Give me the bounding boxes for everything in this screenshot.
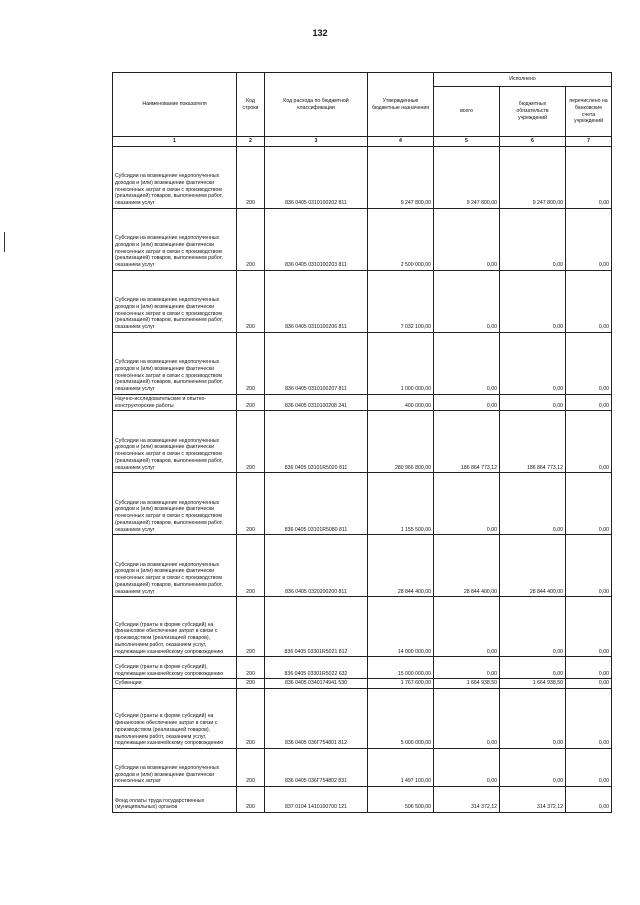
row-obligations: 0,00 xyxy=(500,473,566,535)
col-number: 5 xyxy=(434,137,500,147)
row-transferred: 0,00 xyxy=(566,146,612,208)
row-budget-code: 836 0405 036Г754801 812 xyxy=(265,689,368,749)
row-name: Субсидии на возмещение недополученных доходов и (или) возмещение фактически понесенных затрат xyxy=(113,749,237,787)
row-total: 0,00 xyxy=(434,270,500,332)
header-transferred: перечислено на банковские счета учреждений xyxy=(566,87,612,137)
row-line-code: 200 xyxy=(237,394,265,411)
table-row xyxy=(113,270,612,332)
row-obligations: 0,00 xyxy=(500,689,566,749)
row-name: Субсидии на возмещение недополученных доходов и (или) возмещение фактически понесенных затрат в связи с производством (реализацией) товаров, выполнением работ, оказанием услуг xyxy=(113,332,237,394)
row-name: Субсидии на возмещение недополученных доходов и (или) возмещение фактически понесенных затрат в связи с производством (реализацией) товаров, выполнением работ, оказанием услуг xyxy=(113,411,237,473)
row-total: 0,00 xyxy=(434,394,500,411)
row-budget-code: 836 0405 0310100208 241 xyxy=(265,394,368,411)
row-budget-code: 836 0405 03301R5022 632 xyxy=(265,657,368,679)
row-transferred: 0,00 xyxy=(566,787,612,813)
row-obligations: 9 247 800,00 xyxy=(500,146,566,208)
row-approved: 2 500 000,00 xyxy=(368,208,434,270)
row-obligations: 0,00 xyxy=(500,208,566,270)
row-obligations: 0,00 xyxy=(500,332,566,394)
row-line-code: 200 xyxy=(237,208,265,270)
col-number: 4 xyxy=(368,137,434,147)
row-budget-code: 836 0405 036Г754802 831 xyxy=(265,749,368,787)
row-transferred: 0,00 xyxy=(566,473,612,535)
header-line-code: Код строки xyxy=(237,73,265,137)
row-name: Субвенции xyxy=(113,679,237,689)
row-name: Субсидии (гранты в форме субсидий), подлежащие казначейскому сопровождению xyxy=(113,657,237,679)
row-line-code: 200 xyxy=(237,146,265,208)
row-obligations: 28 844 400,00 xyxy=(500,535,566,597)
row-transferred: 0,00 xyxy=(566,749,612,787)
row-line-code: 200 xyxy=(237,787,265,813)
table-row xyxy=(113,473,612,535)
row-budget-code: 837 0104 1410100700 121 xyxy=(265,787,368,813)
row-approved: 400 000,00 xyxy=(368,394,434,411)
header-total: всего xyxy=(434,87,500,137)
row-approved: 9 247 800,00 xyxy=(368,146,434,208)
row-budget-code: 836 0405 0310100202 811 xyxy=(265,146,368,208)
row-name: Субсидии на возмещение недополученных доходов и (или) возмещение фактически понесенных затрат в связи с производством (реализацией) товаров, выполнением работ, оказанием услуг xyxy=(113,270,237,332)
row-obligations: 0,00 xyxy=(500,394,566,411)
row-budget-code: 836 0405 0310100207 811 xyxy=(265,332,368,394)
table-row xyxy=(113,535,612,597)
row-transferred: 0,00 xyxy=(566,270,612,332)
header-budget-obligations: бюджетных обязательств учреждений xyxy=(500,87,566,137)
row-total: 0,00 xyxy=(434,332,500,394)
table-row xyxy=(113,411,612,473)
row-budget-code: 836 0405 03101R5080 811 xyxy=(265,473,368,535)
row-transferred: 0,00 xyxy=(566,411,612,473)
row-transferred: 0,00 xyxy=(566,208,612,270)
row-line-code: 200 xyxy=(237,689,265,749)
row-total: 0,00 xyxy=(434,749,500,787)
table-row xyxy=(113,749,612,787)
row-approved: 280 966 800,00 xyxy=(368,411,434,473)
row-name: Фонд оплаты труда государственных (муниципальных) органов xyxy=(113,787,237,813)
row-obligations: 1 664 938,50 xyxy=(500,679,566,689)
row-name: Субсидии на возмещение недополученных доходов и (или) возмещение фактически понесенных затрат в связи с производством (реализацией) товаров, выполнением работ, оказанием услуг xyxy=(113,535,237,597)
row-budget-code: 836 0405 0310100203 811 xyxy=(265,208,368,270)
table-row xyxy=(113,657,612,679)
row-line-code: 200 xyxy=(237,657,265,679)
row-transferred: 0,00 xyxy=(566,597,612,657)
row-total: 9 247 800,00 xyxy=(434,146,500,208)
row-total: 0,00 xyxy=(434,657,500,679)
row-obligations: 0,00 xyxy=(500,749,566,787)
row-total: 0,00 xyxy=(434,473,500,535)
row-approved: 1 497 100,00 xyxy=(368,749,434,787)
row-obligations: 0,00 xyxy=(500,270,566,332)
table-row xyxy=(113,146,612,208)
row-transferred: 0,00 xyxy=(566,679,612,689)
row-transferred: 0,00 xyxy=(566,657,612,679)
row-line-code: 200 xyxy=(237,473,265,535)
row-name: Субсидии на возмещение недополученных доходов и (или) возмещение фактически понесенных затрат в связи с производством (реализацией) товаров, выполнением работ, оказанием услуг xyxy=(113,146,237,208)
row-approved: 1 155 500,00 xyxy=(368,473,434,535)
row-total: 0,00 xyxy=(434,597,500,657)
row-line-code: 200 xyxy=(237,535,265,597)
row-transferred: 0,00 xyxy=(566,535,612,597)
row-approved: 7 032 100,00 xyxy=(368,270,434,332)
row-name: Субсидии (гранты в форме субсидий) на финансовое обеспечение затрат в связи с производством (реализацией товаров), выполнением работ, оказанием услуг, подлежащие казначейскому сопровождению xyxy=(113,689,237,749)
row-name: Субсидии на возмещение недополученных доходов и (или) возмещение фактически понесенных затрат в связи с производством (реализацией) товаров, выполнением работ, оказанием услуг xyxy=(113,208,237,270)
table-row xyxy=(113,332,612,394)
col-number: 2 xyxy=(237,137,265,147)
row-total: 0,00 xyxy=(434,689,500,749)
row-approved: 1 000 000,00 xyxy=(368,332,434,394)
row-obligations: 186 864 773,12 xyxy=(500,411,566,473)
row-line-code: 200 xyxy=(237,749,265,787)
row-transferred: 0,00 xyxy=(566,394,612,411)
row-total: 186 864 773,12 xyxy=(434,411,500,473)
row-obligations: 314 372,12 xyxy=(500,787,566,813)
table-row xyxy=(113,689,612,749)
row-obligations: 0,00 xyxy=(500,597,566,657)
col-number: 7 xyxy=(566,137,612,147)
row-approved: 14 000 000,00 xyxy=(368,597,434,657)
page-number: 132 xyxy=(312,28,328,38)
row-total: 314 372,12 xyxy=(434,787,500,813)
row-budget-code: 836 0405 0340174941 530 xyxy=(265,679,368,689)
header-budget-code: Код расхода по бюджетной классификации xyxy=(265,73,368,137)
row-name: Субсидии (гранты в форме субсидий) на финансовое обеспечение затрат в связи с производством (реализацией товаров), выполнением работ, оказанием услуг, подлежащие казначейскому сопровождению xyxy=(113,597,237,657)
row-budget-code: 836 0405 0310100206 811 xyxy=(265,270,368,332)
row-obligations: 0,00 xyxy=(500,657,566,679)
row-name: Субсидии на возмещение недополученных доходов и (или) возмещение фактически понесенных затрат в связи с производством (реализацией) товаров, выполнением работ, оказанием услуг xyxy=(113,473,237,535)
row-total: 0,00 xyxy=(434,208,500,270)
row-approved: 1 767 600,00 xyxy=(368,679,434,689)
col-number: 6 xyxy=(500,137,566,147)
row-budget-code: 836 0405 03101R5020 811 xyxy=(265,411,368,473)
row-transferred: 0,00 xyxy=(566,332,612,394)
header-approved: Утвержденные бюджетные назначения xyxy=(368,73,434,137)
row-budget-code: 836 0405 03301R5021 812 xyxy=(265,597,368,657)
row-approved: 28 844 400,00 xyxy=(368,535,434,597)
row-transferred: 0,00 xyxy=(566,689,612,749)
row-budget-code: 836 0405 0320200200 811 xyxy=(265,535,368,597)
row-line-code: 200 xyxy=(237,332,265,394)
table-row xyxy=(113,394,612,411)
table-row xyxy=(113,679,612,689)
col-number: 1 xyxy=(113,137,237,147)
header-name: Наименование показателя xyxy=(113,73,237,137)
col-number: 3 xyxy=(265,137,368,147)
row-line-code: 200 xyxy=(237,679,265,689)
budget-execution-table xyxy=(112,72,612,813)
row-line-code: 200 xyxy=(237,597,265,657)
row-line-code: 200 xyxy=(237,411,265,473)
table-row xyxy=(113,597,612,657)
row-approved: 5 000 000,00 xyxy=(368,689,434,749)
row-name: Научно-исследовательские и опытно-конструкторские работы xyxy=(113,394,237,411)
row-approved: 15 000 000,00 xyxy=(368,657,434,679)
row-line-code: 200 xyxy=(237,270,265,332)
row-total: 1 664 938,50 xyxy=(434,679,500,689)
row-total: 28 844 400,00 xyxy=(434,535,500,597)
table-row xyxy=(113,787,612,813)
header-executed: Исполнено xyxy=(434,73,612,87)
margin-mark xyxy=(4,232,5,252)
row-approved: 506 500,00 xyxy=(368,787,434,813)
table-row xyxy=(113,208,612,270)
